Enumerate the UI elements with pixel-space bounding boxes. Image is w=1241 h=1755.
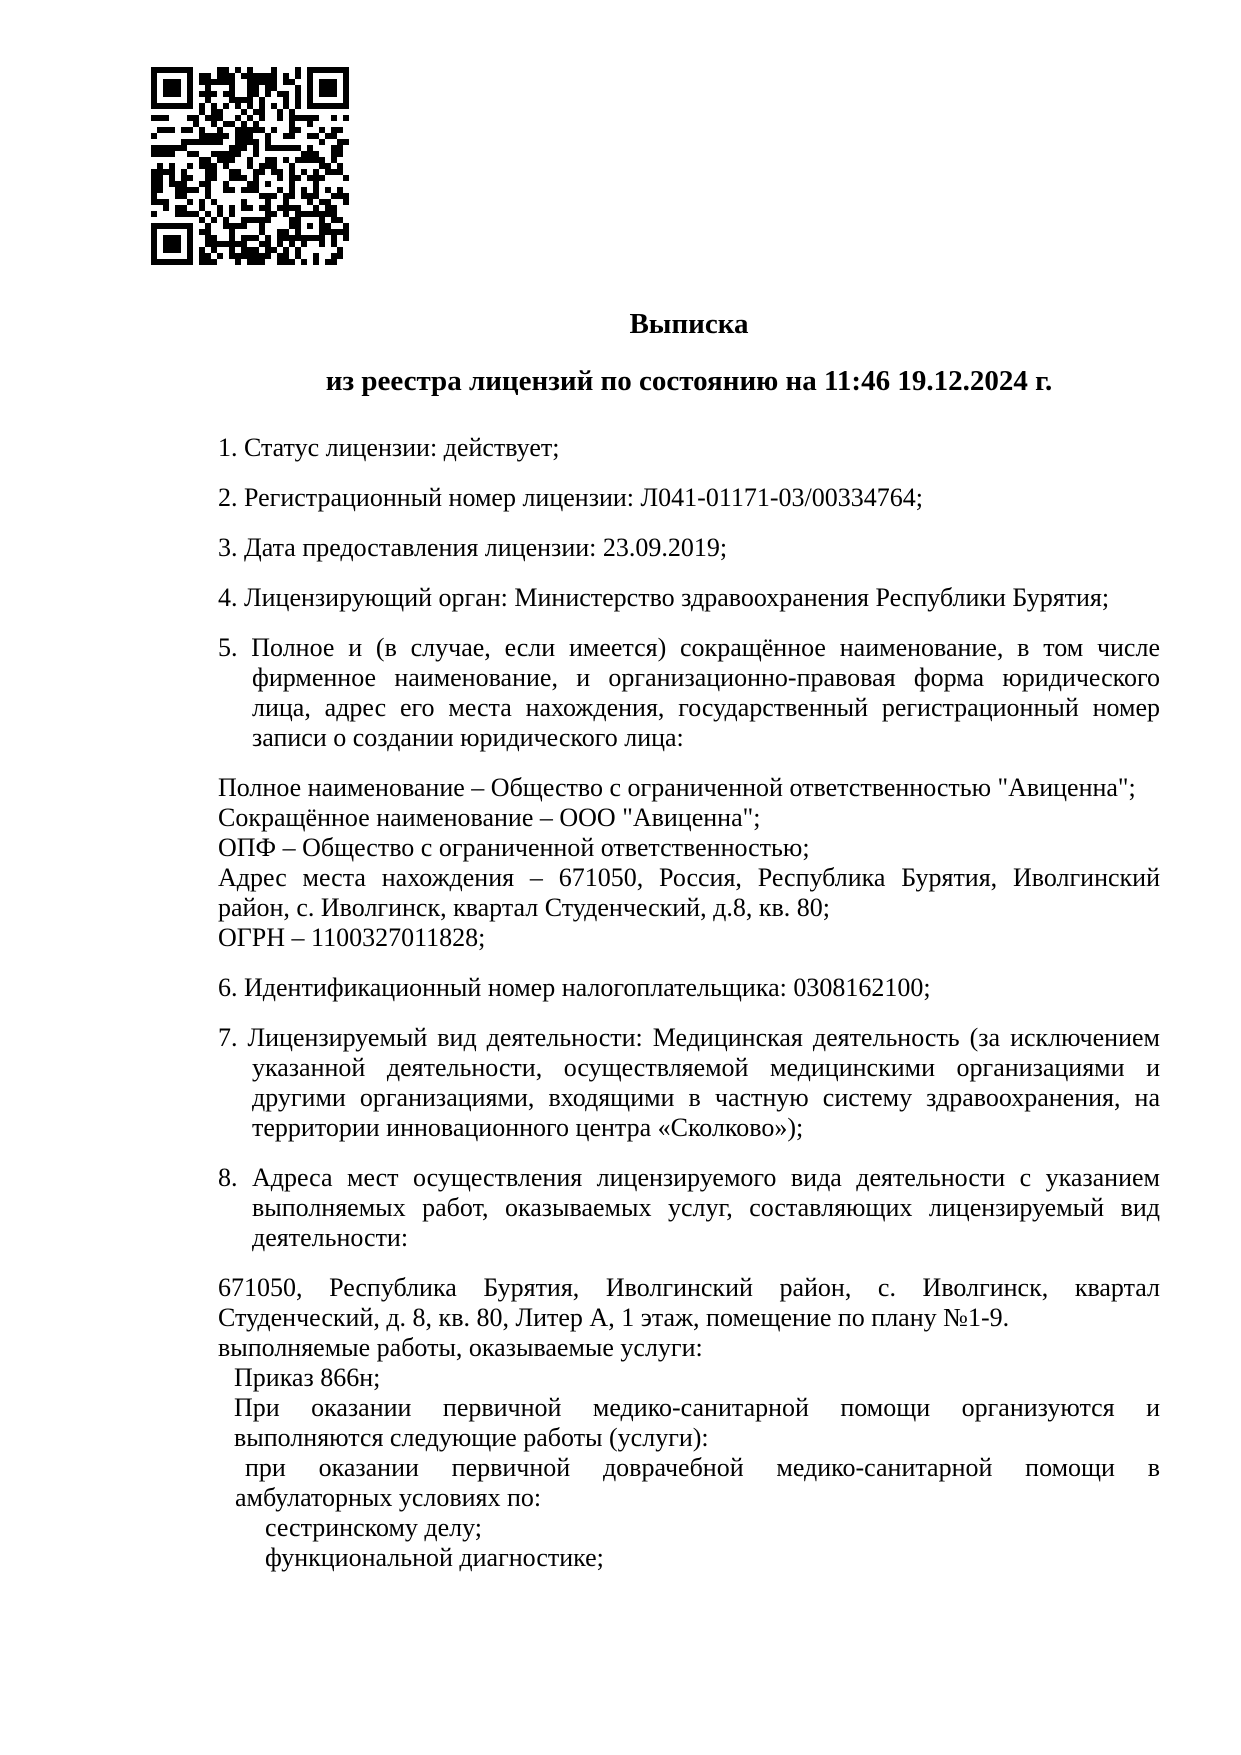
org-legal-form: ОПФ – Общество с ограниченной ответственностью; <box>218 833 810 862</box>
service-nursing: сестринскому делу; <box>265 1513 483 1542</box>
item-activity-addresses-heading: 8. Адреса мест осуществления лицензируемого вида деятельности с указанием выполняемых работ, оказываемых услуг, составляющих лицензируемый вид деятельности: <box>218 1163 1160 1252</box>
service-functional-diagnostics: функциональной диагностике; <box>265 1543 604 1572</box>
document-title: Выписка <box>629 308 749 340</box>
item-licensed-activity: 7. Лицензируемый вид деятельности: Медицинская деятельность (за исключением указанной деятельности, осуществляемой медицинскими организациями и другими организациями, входящими в частную систему здравоохранения, на территории инновационного центра «Сколково»); <box>218 1023 1160 1142</box>
activity-address: 671050, Республика Бурятия, Иволгинский район, с. Иволгинск, квартал Студенческий, д. 8, кв. 80, Литер А, 1 этаж, помещение по плану №1-9. <box>218 1273 1160 1332</box>
order-866n: Приказ 866н; <box>234 1363 381 1392</box>
item-taxpayer-number: 6. Идентификационный номер налогоплательщика: 0308162100; <box>218 973 931 1002</box>
item-grant-date: 3. Дата предоставления лицензии: 23.09.2019; <box>218 533 728 562</box>
pre-medical-outpatient-care: при оказании первичной доврачебной медико-санитарной помощи в амбулаторных условиях по: <box>235 1453 1160 1512</box>
item-license-status: 1. Статус лицензии: действует; <box>218 433 560 462</box>
qr-code-icon <box>151 67 349 265</box>
org-full-name: Полное наименование – Общество с ограниченной ответственностью "Авиценна"; <box>218 773 1136 802</box>
item-registration-number: 2. Регистрационный номер лицензии: Л041-01171-03/00334764; <box>218 483 923 512</box>
primary-care-works: При оказании первичной медико-санитарной помощи организуются и выполняются следующие работы (услуги): <box>234 1393 1160 1452</box>
works-services-intro: выполняемые работы, оказываемые услуги: <box>218 1333 703 1362</box>
document-subtitle: из реестра лицензий по состоянию на 11:46 19.12.2024 г. <box>325 365 1053 397</box>
document-body <box>218 306 1160 1593</box>
org-address: Адрес места нахождения – 671050, Россия, Республика Бурятия, Иволгинский район, с. Иволгинск, квартал Студенческий, д.8, кв. 80; <box>218 863 1160 922</box>
activity-location-details <box>218 1273 1160 1573</box>
org-short-name: Сокращённое наименование – ООО "Авиценна"; <box>218 803 761 832</box>
item-licensing-authority: 4. Лицензирующий орган: Министерство здравоохранения Республики Бурятия; <box>218 583 1110 612</box>
organization-details <box>218 773 1160 953</box>
org-ogrn: ОГРН – 1100327011828; <box>218 923 486 952</box>
item-organization-heading: 5. Полное и (в случае, если имеется) сокращённое наименование, в том числе фирменное наименование, и организационно-правовая форма юридического лица, адрес его места нахождения, государственный регистрационный номер записи о создании юридического лица: <box>218 633 1160 752</box>
